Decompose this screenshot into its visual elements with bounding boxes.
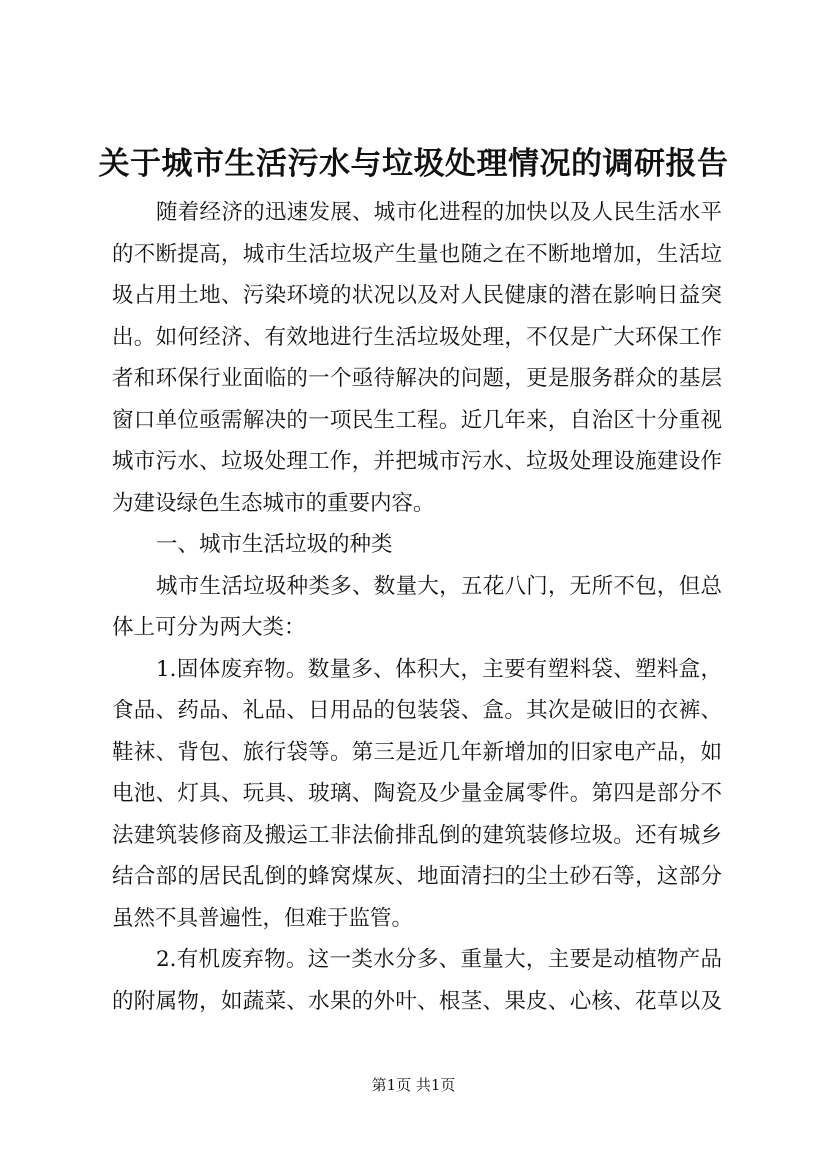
text-line: 窗口单位亟需解决的一项民生工程。近几年来，自治区十分重视 (112, 407, 722, 433)
section-heading-text: 一、城市生活垃圾的种类 (156, 532, 393, 557)
text-line: 城市污水、垃圾处理工作，并把城市污水、垃圾处理设施建设作 (112, 449, 722, 474)
paragraph-categories (112, 566, 722, 649)
text-line: 的附属物，如蔬菜、水果的外叶、根茎、果皮、心核、花草以及 (112, 988, 722, 1014)
paragraph-intro (112, 192, 722, 524)
document-body (112, 192, 722, 1022)
text-line: 电池、灯具、玩具、玻璃、陶瓷及少量金属零件。第四是部分不 (112, 781, 722, 806)
text-line: 食品、药品、礼品、日用品的包装袋、盒。其次是破旧的衣裤、 (112, 698, 722, 723)
page-footer: 第1页 共1页 (371, 1076, 456, 1094)
text-line: 者和环保行业面临的一个亟待解决的问题，更是服务群众的基层 (112, 366, 722, 391)
paragraph-organic-waste (112, 939, 722, 1022)
section-heading (112, 524, 722, 566)
text-line: 1.固体废弃物。数量多、体积大，主要有塑料袋、塑料盒， (156, 656, 722, 682)
text-line: 结合部的居民乱倒的蜂窝煤灰、地面清扫的尘土砂石等，这部分 (112, 864, 722, 889)
text-line: 圾占用土地、污染环境的状况以及对人民健康的潜在影响日益突 (112, 283, 722, 308)
text-line: 城市生活垃圾种类多、数量大，五花八门，无所不包，但总 (156, 573, 722, 599)
text-line: 体上可分为两大类： (112, 615, 306, 640)
text-line: 2.有机废弃物。这一类水分多、重量大，主要是动植物产品 (156, 947, 722, 972)
text-line: 鞋袜、背包、旅行袋等。第三是近几年新增加的旧家电产品，如 (112, 739, 722, 765)
text-line: 随着经济的迅速发展、城市化进程的加快以及人民生活水平 (156, 200, 722, 225)
text-line: 的不断提高，城市生活垃圾产生量也随之在不断地增加，生活垃 (112, 241, 722, 267)
text-line: 为建设绿色生态城市的重要内容。 (112, 490, 435, 516)
text-line: 法建筑装修商及搬运工非法偷排乱倒的建筑装修垃圾。还有城乡 (112, 822, 722, 848)
paragraph-solid-waste (112, 649, 722, 940)
page-title: 关于城市生活污水与垃圾处理情况的调研报告 (98, 146, 729, 182)
text-line: 虽然不具普遍性，但难于监管。 (112, 905, 414, 931)
text-line: 出。如何经济、有效地进行生活垃圾处理，不仅是广大环保工作 (112, 324, 722, 350)
